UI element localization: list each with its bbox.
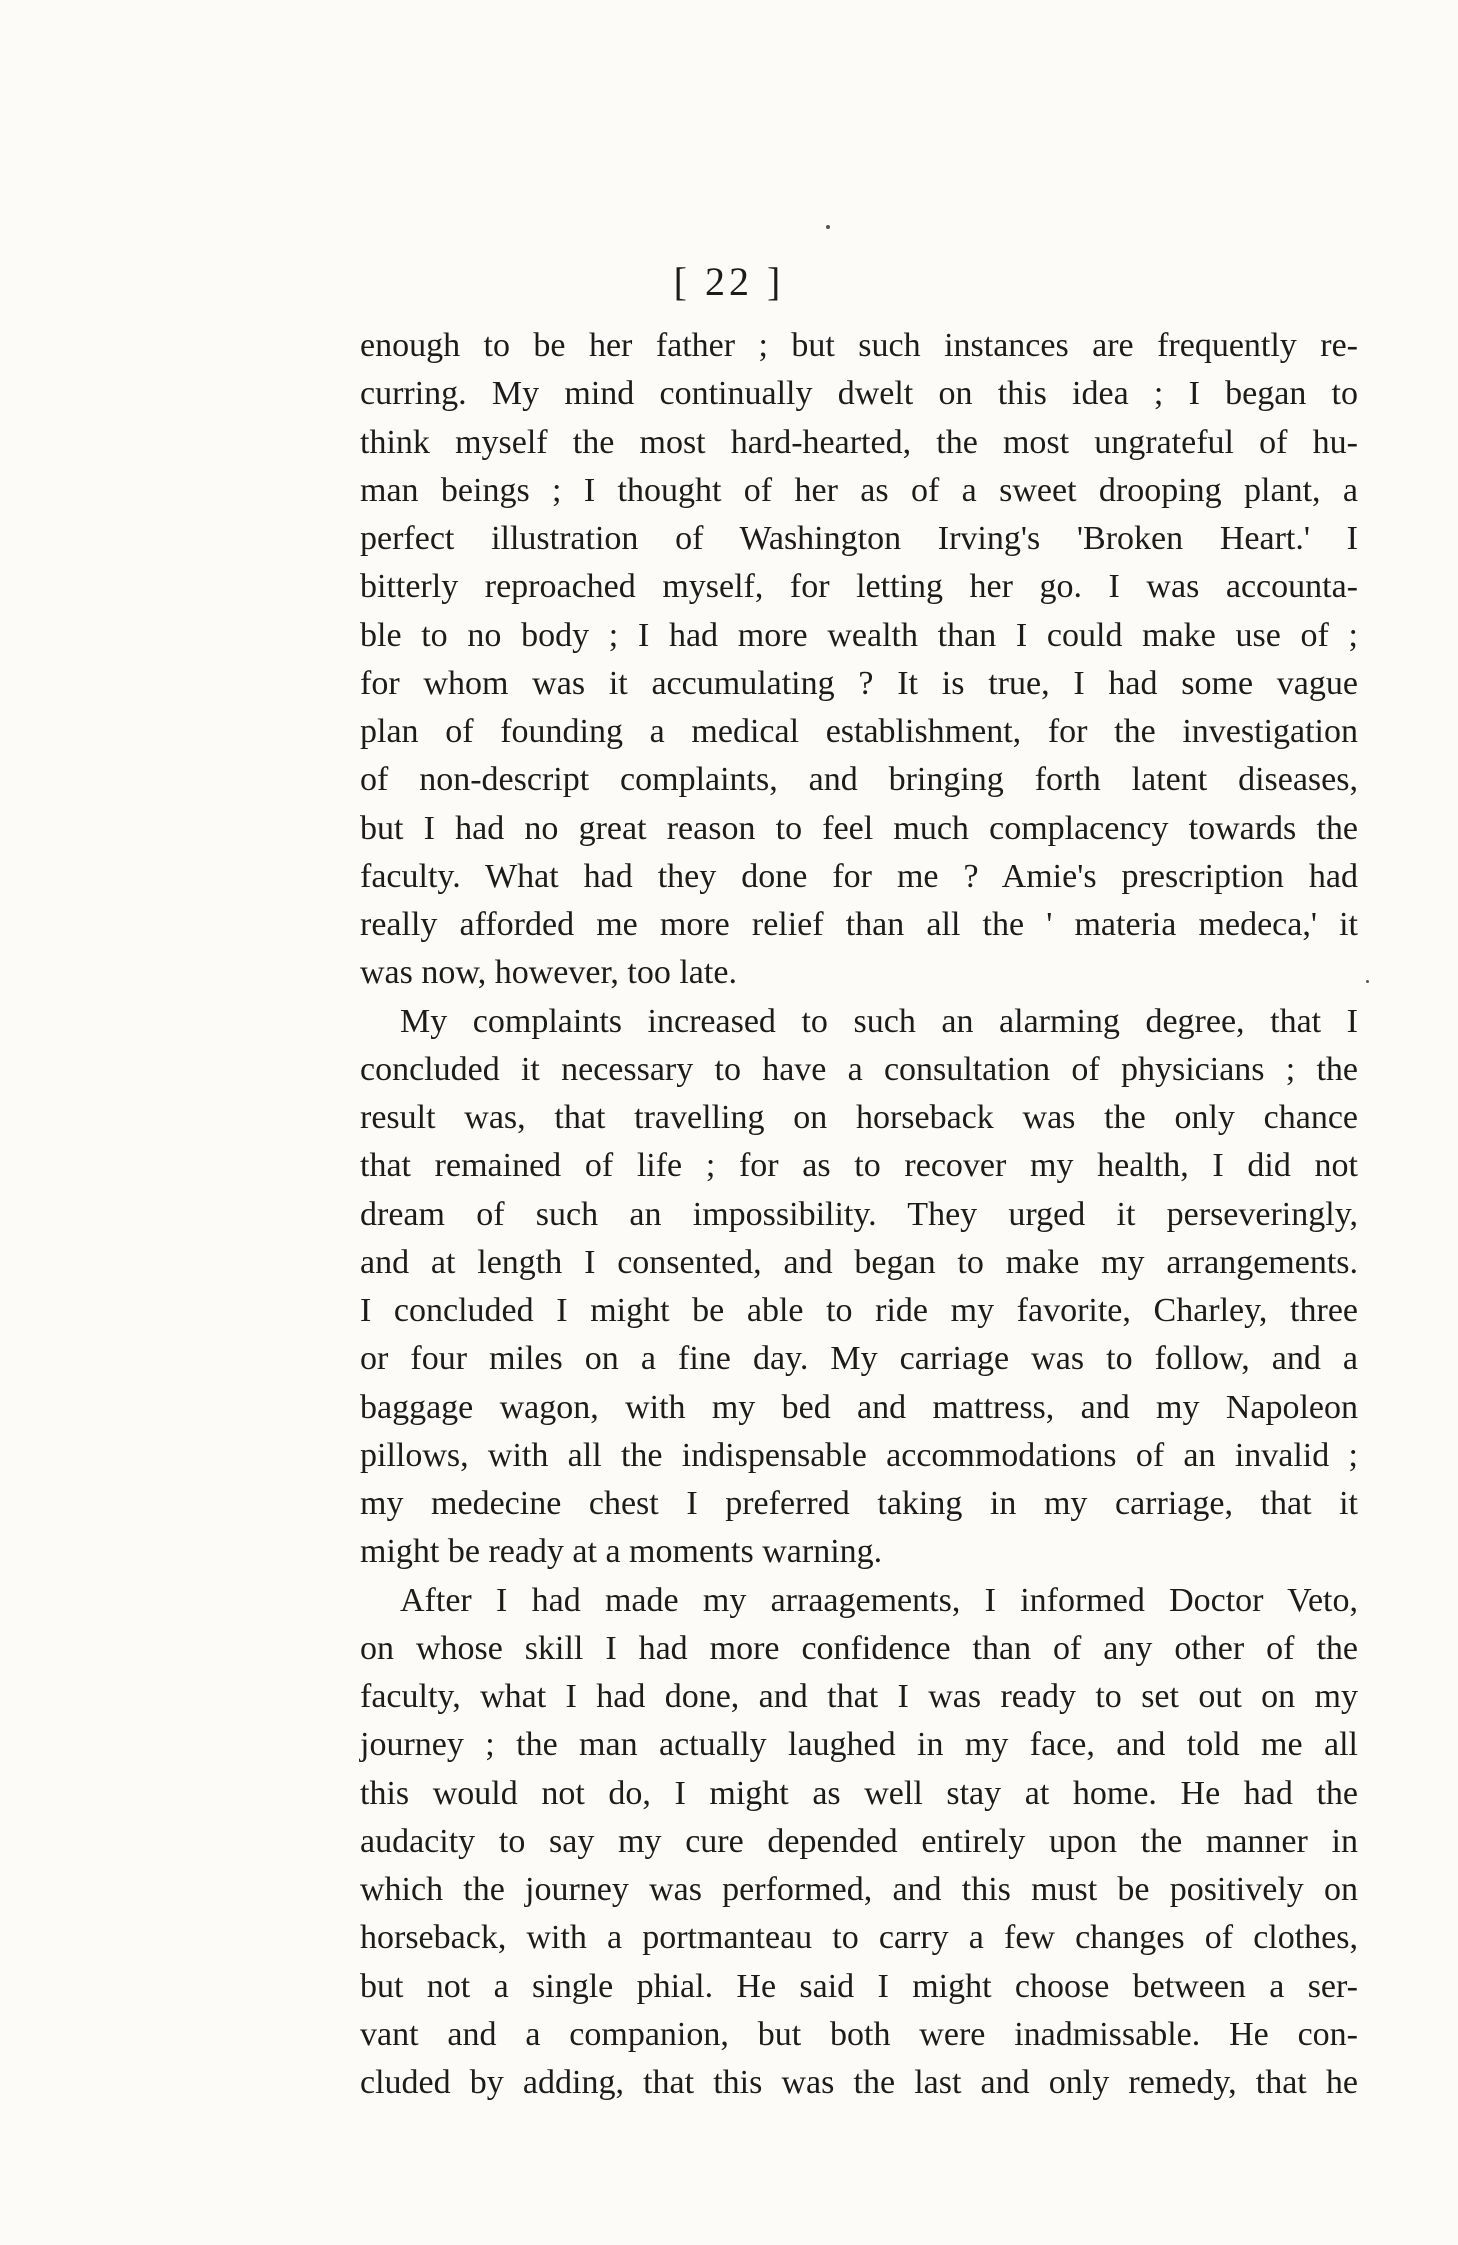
- text-line: result was, that travelling on horseback was the only chance: [360, 1099, 1358, 1136]
- text-line: journey ; the man actually laughed in my face, and told me all: [360, 1726, 1358, 1764]
- paragraph-start-line: My complaints increased to such an alarming degree, that I: [400, 1002, 1358, 1040]
- text-line: cluded by adding, that this was the last and only remedy, that he: [360, 2064, 1358, 2101]
- paragraph-start-line: After I had made my arraagements, I informed Doctor Veto,: [400, 1581, 1358, 1619]
- text-line: man beings ; I thought of her as of a sweet drooping plant, a: [360, 471, 1358, 509]
- text-line: audacity to say my cure depended entirely upon the manner in: [360, 1822, 1358, 1860]
- text-line: vant and a companion, but both were inadmissable. He con-: [360, 2015, 1358, 2053]
- text-line: for whom was it accumulating ? It is true, I had some vague: [360, 664, 1358, 702]
- text-line: think myself the most hard-hearted, the most ungrateful of hu-: [360, 423, 1358, 461]
- ink-speck: [826, 225, 830, 229]
- text-line: ble to no body ; I had more wealth than I could make use of ;: [360, 616, 1358, 654]
- text-line: and at length I consented, and began to make my arrangements.: [360, 1243, 1358, 1281]
- text-line: faculty, what I had done, and that I was ready to set out on my: [360, 1678, 1358, 1715]
- text-line: bitterly reproached myself, for letting her go. I was accounta-: [360, 568, 1358, 606]
- text-line: but not a single phial. He said I might choose between a ser-: [360, 1967, 1358, 2005]
- text-line: concluded it necessary to have a consultation of physicians ; the: [360, 1050, 1358, 1088]
- text-line: really afforded me more relief than all the ' materia medeca,' it: [360, 906, 1358, 943]
- text-line: horseback, with a portmanteau to carry a few changes of clothes,: [360, 1919, 1358, 1957]
- text-line: my medecine chest I preferred taking in my carriage, that it: [360, 1485, 1358, 1522]
- text-line: that remained of life ; for as to recover my health, I did not: [360, 1147, 1358, 1185]
- ink-speck: [1366, 980, 1369, 983]
- text-line: which the journey was performed, and this must be positively on: [360, 1871, 1358, 1908]
- text-line: faculty. What had they done for me ? Amie's prescription had: [360, 857, 1358, 895]
- text-line: baggage wagon, with my bed and mattress, and my Napoleon: [360, 1388, 1358, 1426]
- text-line: was now, however, too late.: [360, 954, 737, 992]
- text-line: I concluded I might be able to ride my favorite, Charley, three: [360, 1292, 1358, 1329]
- text-line: pillows, with all the indispensable accommodations of an invalid ;: [360, 1436, 1358, 1474]
- text-line: curring. My mind continually dwelt on this idea ; I began to: [360, 375, 1358, 413]
- text-line: but I had no great reason to feel much complacency towards the: [360, 809, 1358, 847]
- text-line: or four miles on a fine day. My carriage was to follow, and a: [360, 1340, 1358, 1378]
- text-line: perfect illustration of Washington Irving's 'Broken Heart.' I: [360, 520, 1358, 557]
- text-line: dream of such an impossibility. They urged it perseveringly,: [360, 1195, 1358, 1233]
- text-line: this would not do, I might as well stay at home. He had the: [360, 1774, 1358, 1812]
- text-line: on whose skill I had more confidence than of any other of the: [360, 1629, 1358, 1667]
- text-line: plan of founding a medical establishment, for the investigation: [360, 713, 1358, 750]
- text-line: of non-descript complaints, and bringing forth latent diseases,: [360, 761, 1358, 799]
- text-line: might be ready at a moments warning.: [360, 1533, 883, 1571]
- page-number: [ 22 ]: [673, 259, 785, 304]
- body-text: [360, 322, 1358, 2107]
- text-line: enough to be her father ; but such instances are frequently re-: [360, 327, 1358, 364]
